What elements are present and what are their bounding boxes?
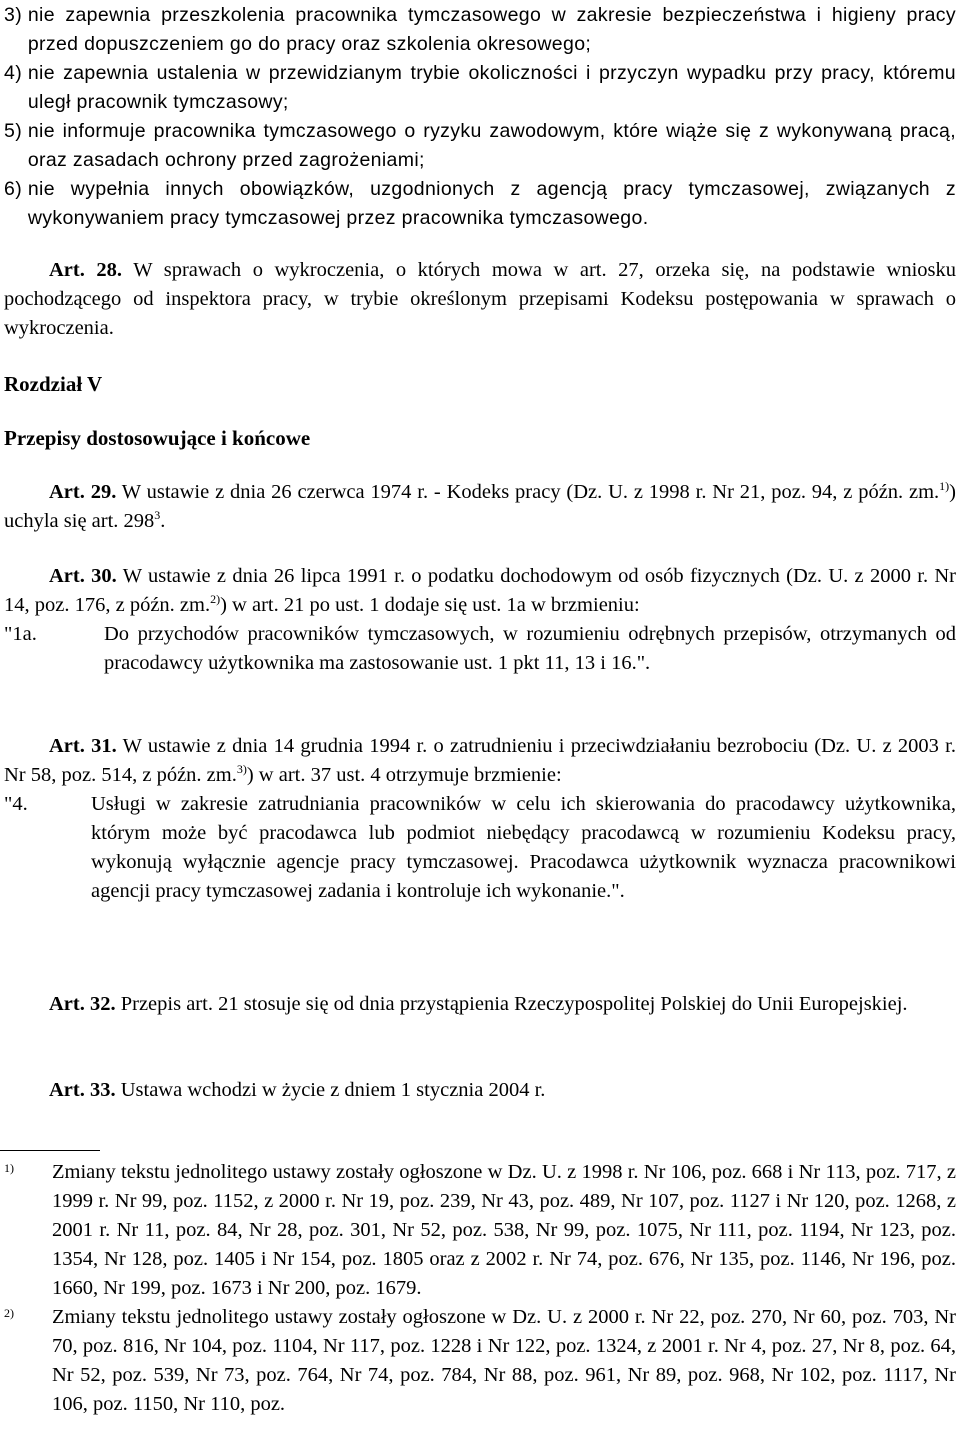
article-29 [4, 478, 956, 536]
quoted-provision-text: Do przychodów pracowników tymczasowych, w rozumieniu odrębnych przepisów, otrzymanych od pracodawcy użytkownika ma zastosowanie ust. 1 pkt 11, 13 i 16.". [104, 623, 956, 674]
violation-list [4, 1, 956, 233]
article-number: Art. 30. [49, 565, 117, 587]
article-text: W ustawie z dnia 26 czerwca 1974 r. - Kodeks pracy (Dz. U. z 1998 r. Nr 21, poz. 94, z późn. zm. [116, 481, 940, 503]
article-31 [4, 732, 956, 906]
list-item-number: 6) [4, 178, 28, 200]
list-item [4, 59, 956, 117]
list-item-text: nie zapewnia przeszkolenia pracownika tymczasowego w zakresie bezpieczeństwa i higieny pracy przed dopuszczeniem go do pracy oraz szkolenia okresowego; [27, 4, 956, 55]
chapter-subtitle: Przepisy dostosowujące i końcowe [4, 426, 311, 450]
article-text: W ustawie z dnia 26 lipca 1991 r. o podatku dochodowym od osób fizycznych (Dz. U. z 2000 r. Nr 14, poz. 176, z późn. zm. [4, 565, 957, 616]
footnote-text: Zmiany tekstu jednolitego ustawy zostały ogłoszone w Dz. U. z 2000 r. Nr 22, poz. 270, Nr 60, poz. 703, Nr 70, poz. 816, Nr 104, poz. 1104, Nr 117, poz. 1228 i Nr 122, poz. 1324, z 2001 r. Nr 4, poz. 27, Nr 8, poz. 64, Nr 52, poz. 539, Nr 73, poz. 764, Nr 74, poz. 784, Nr 88, poz. 961, Nr 89, poz. 968, Nr 102, poz. 1117, Nr 106, poz. 1150, Nr 110, poz. [52, 1306, 956, 1415]
article-text: W sprawach o wykroczenia, o których mowa w art. 27, orzeka się, na podstawie wniosku pochodzącego od inspektora pracy, w trybie określonym przepisami Kodeksu postępowania w sprawach o wykroczenia. [4, 259, 956, 339]
article-body [4, 732, 956, 790]
list-item-number: 5) [4, 120, 28, 142]
footnote-ref[interactable]: 2) [210, 592, 221, 606]
article-text: . [160, 510, 166, 532]
quoted-provision [4, 620, 956, 678]
article-33 [4, 1076, 956, 1105]
article-body [4, 562, 956, 620]
article-text: ) w art. 37 ust. 4 otrzymuje brzmienie: [246, 764, 562, 786]
list-item-text: nie informuje pracownika tymczasowego o ryzyku zawodowym, które wiąże się z wykonywaną pracą, oraz zasadach ochrony przed zagrożeniami; [27, 120, 956, 171]
article-number: Art. 28. [49, 259, 123, 281]
article-number: Art. 32. [49, 993, 116, 1015]
quoted-provision-number: "4. [4, 793, 28, 815]
quoted-provision [4, 790, 956, 906]
article-30 [4, 562, 956, 678]
footnote-text: Zmiany tekstu jednolitego ustawy zostały ogłoszone w Dz. U. z 1998 r. Nr 106, poz. 668 i Nr 113, poz. 717, z 1999 r. Nr 99, poz. 1152, z 2000 r. Nr 19, poz. 239, Nr 43, poz. 489, Nr 107, poz. 1127 i Nr 120, poz. 1268, z 2001 r. Nr 11, poz. 84, Nr 28, poz. 301, Nr 52, poz. 538, Nr 99, poz. 1075, Nr 111, poz. 1194, Nr 123, poz. 1354, Nr 128, poz. 1405 i Nr 154, poz. 1805 oraz z 2002 r. Nr 74, poz. 676, Nr 135, poz. 1146, Nr 196, poz. 1660, Nr 199, poz. 1673 i Nr 200, poz. 1679. [52, 1161, 956, 1299]
article-28 [4, 256, 956, 343]
chapter-title: Rozdział V [4, 372, 103, 396]
footnote-ref[interactable]: 1) [939, 479, 950, 493]
superscript-number: 3 [154, 508, 161, 522]
article-number: Art. 29. [49, 481, 117, 503]
footnote-mark: 1) [4, 1161, 14, 1175]
footnotes [4, 1158, 956, 1419]
article-text: W ustawie z dnia 14 grudnia 1994 r. o zatrudnieniu i przeciwdziałaniu bezrobociu (Dz. U. z 2003 r. Nr 58, poz. 514, z późn. zm. [4, 735, 956, 786]
list-item-text: nie zapewnia ustalenia w przewidzianym trybie okoliczności i przyczyn wypadku przy pracy, któremu uległ pracownik tymczasowy; [27, 62, 956, 113]
list-item-number: 3) [4, 4, 28, 26]
article-text: ) w art. 21 po ust. 1 dodaje się ust. 1a w brzmieniu: [220, 594, 640, 616]
article-text: Przepis art. 21 stosuje się od dnia przystąpienia Rzeczypospolitej Polskiej do Unii Europejskiej. [115, 993, 908, 1015]
list-item [4, 1, 956, 59]
article-text: Ustawa wchodzi w życie z dniem 1 stycznia 2004 r. [115, 1079, 546, 1101]
footnote-mark: 2) [4, 1306, 14, 1320]
footnote-separator [0, 1150, 100, 1151]
article-number: Art. 33. [49, 1079, 116, 1101]
footnote [4, 1303, 956, 1419]
list-item [4, 117, 956, 175]
list-item-number: 4) [4, 62, 28, 84]
article-32 [4, 990, 956, 1019]
quoted-provision-number: "1a. [4, 623, 37, 645]
footnote-ref[interactable]: 3) [236, 762, 247, 776]
article-number: Art. 31. [49, 735, 117, 757]
list-item-text: nie wypełnia innych obowiązków, uzgodnionych z agencją pracy tymczasowej, związanych z wykonywaniem pracy tymczasowej przez pracownika tymczasowego. [27, 178, 956, 229]
article-text: ) uchyla się art. 298 [4, 481, 956, 532]
quoted-provision-text: Usługi w zakresie zatrudniania pracowników w celu ich skierowania do pracodawcy użytkownika, którym może być pracodawca lub podmiot niebędący pracodawcą w rozumieniu Kodeksu pracy, wykonują wyłącznie agencje pracy tymczasowej. Pracodawca użytkownik wyznacza pracownikowi agencji pracy tymczasowej zadania i kontroluje ich wykonanie.". [91, 793, 956, 902]
footnote [4, 1158, 956, 1303]
list-item [4, 175, 956, 233]
